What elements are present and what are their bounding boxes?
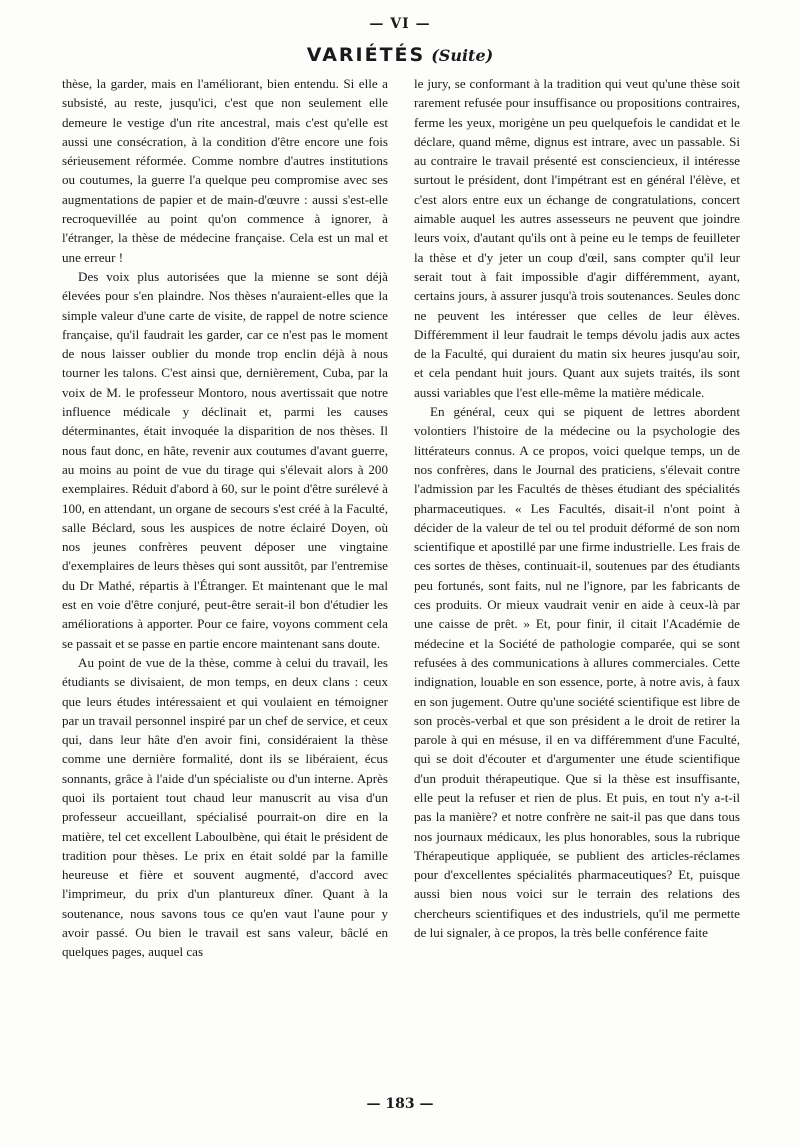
paragraph: En général, ceux qui se piquent de lettres abordent volontiers l'histoire de la médecine ou la psychologie des littérateurs connus. A ce propos, voici quelque temps, un de nos confrères, dans le Journal des praticiens, s'élevait contre l'admission par les Facultés de thèses étudiant des spécialités pharmaceutiques. « Les Facultés, disait-il n'ont point à décider de la valeur de tel ou tel produit déformé de son nom scientifique et apostillé par une firme industrielle. Les frais de ces sortes de thèses, continuait-il, soutenues par des étudiants peu fortunés, sont faits, nul ne l'ignore, par les fabricants de ces produits. Or mieux vaudrait venir en aide à ceux-là par une caisse de prêt. » Et, pour finir, il citait l'Académie de médecine et la Société de pathologie comparée, qui se sont refusées à des communications à allures commerciales. Cette indignation, louable en son essence, porte, à notre avis, à faux en son jugement. Outre qu'une société scientifique est libre de son procès-verbal et que son président a le droit de retirer la parole à qui en mésuse, il en va différemment d'une Faculté, qui se doit d'écouter et d'argumenter une étude scientifique d'un produit thérapeutique. Que si la thèse est insuffisante, elle peut la refuser et rien de plus. Et puis, en tout n'y a-t-il pas la manière? et notre confrère ne sait-il pas que dans tous nos journaux médicaux, les plus honorables, sous la rubrique Thérapeutique appliquée, se publient des articles-réclames pour d'excellentes spécialités pharmaceutiques? Et, puisque aussi bien nous voici sur le terrain des relations des chercheurs scientifiques et des industriels, qu'il me permette de lui signaler, à ce propos, la très belle conférence faite xyxy=(414,404,740,941)
paragraph: Au point de vue de la thèse, comme à celui du travail, les étudiants se divisaient, de mon temps, en deux clans : ceux que leurs études intéressaient et qui voulaient en témoigner par un travail personnel inspiré par un chef de service, et ceux qui, dans leur hâte d'en avoir fini, considéraient la thèse comme une dernière formalité, dont ils se libéraient, écus sonnants, grâce à l'aide d'un spécialiste ou d'un interne. Après quoi ils portaient tout chaud leur manuscrit au visa d'un professeur accueillant, spécialisé pourrait-on dire en la matière, tel cet excellent Laboulbène, qui était le président de tradition pour thèses. Le prix en était soldé par la famille heureuse et fière et souvent augmenté, d'accord avec l'imprimeur, du prix d'un plantureux dîner. Quant à la soutenance, nous savons tous ce qu'en vaut l'aune pour y avoir passé. Ou bien le travail est sans valeur, bâclé en quelques pages, auquel cas xyxy=(62,654,388,960)
left-column xyxy=(62,74,388,962)
page-number: — 183 — xyxy=(366,1096,434,1112)
section-title-suite: (Suite) xyxy=(431,46,494,65)
paragraph: Des voix plus autorisées que la mienne se sont déjà élevées pour s'en plaindre. Nos thèses n'auraient-elles que la simple valeur d'une carte de visite, de rappel de notre science française, qu'il faudrait les garder, car ce n'est pas le moment de nous laisser oublier du monde trop enclin déjà à nous tourner les talons. C'est ainsi que, dernièrement, Cuba, par la voix de M. le professeur Montoro, nous avertissait que notre influence médicale y déclinait et, parmi les causes déterminantes, était invoquée la disparition de nos thèses. Il nous faut donc, en hâte, revenir aux coutumes d'avant guerre, au moins au point de vue du tirage qui s'élevait alors à 200 exemplaires. Réduit d'abord à 60, sur le point d'être surélevé à 100, en attendant, un organe de secours s'est créé à la Faculté, salle Béclard, sous les auspices de notre éclairé Doyen, où nos jeunes confrères peuvent déposer une vingtaine d'exemplaires de leurs thèses qui sont aussitôt, par l'entremise du Dr Mathé, répartis à l'Étranger. Et maintenant que le mal est en voie d'être conjuré, peut-être serait-il bon d'étudier les améliorations à apporter. Pour ce faire, voyons comment cela se passait et se passe en partie encore maintenant sans doute. xyxy=(62,268,388,651)
paragraph: thèse, la garder, mais en l'améliorant, bien entendu. Si elle a subsisté, au reste, jusqu'ici, c'est que non seulement elle demeure le vestige d'un rite ancestral, mais c'est qu'elle est aussi une consécration, à la condition d'être encore une fois sérieusement réformée. Comme nombre d'autres institutions ou coutumes, la guerre l'a quelque peu compromise avec ses augmentations de papier et de main-d'œuvre : aussi s'est-elle recroquevillée au point qu'on commence à ignorer, à l'étranger, la thèse de médecine française. Cela est un mal et une erreur ! xyxy=(62,76,388,265)
section-title xyxy=(0,44,800,66)
page-number-roman: — VI — xyxy=(369,16,431,32)
right-column xyxy=(414,74,740,942)
section-title-main: VARIÉTÉS xyxy=(306,44,426,66)
paragraph: le jury, se conformant à la tradition qui veut qu'une thèse soit rarement refusée pour insuffisance ou propositions contraires, ferme les yeux, morigène un peu quelquefois le candidat et le déclare, quand même, dignus est intrare, avec un passable. Si au contraire le travail présenté est consciencieux, il intéresse surtout le président, dont l'impétrant est en général l'élève, et c'est alors entre eux un échange de congratulations, concert aimable auquel les autres assesseurs ne peuvent que joindre leurs voix, d'autant qu'ils ont à peine eu le temps de feuilleter la thèse et d'y jeter un coup d'œil, sans compter qu'il leur serait tout à fait impossible d'agir différemment, ayant, certains jours, à assurer jusqu'à trois soutenances. Seules donc ne peuvent les intéresser que celles de leur élèves. Différemment il leur faudrait le temps dévolu jadis aux actes de la Faculté, qui duraient du matin six heures jusqu'au soir, et cela pendant huit jours. Quant aux sujets traités, ils sont aussi variables que l'est elle-même la matière médicale. xyxy=(414,76,740,400)
